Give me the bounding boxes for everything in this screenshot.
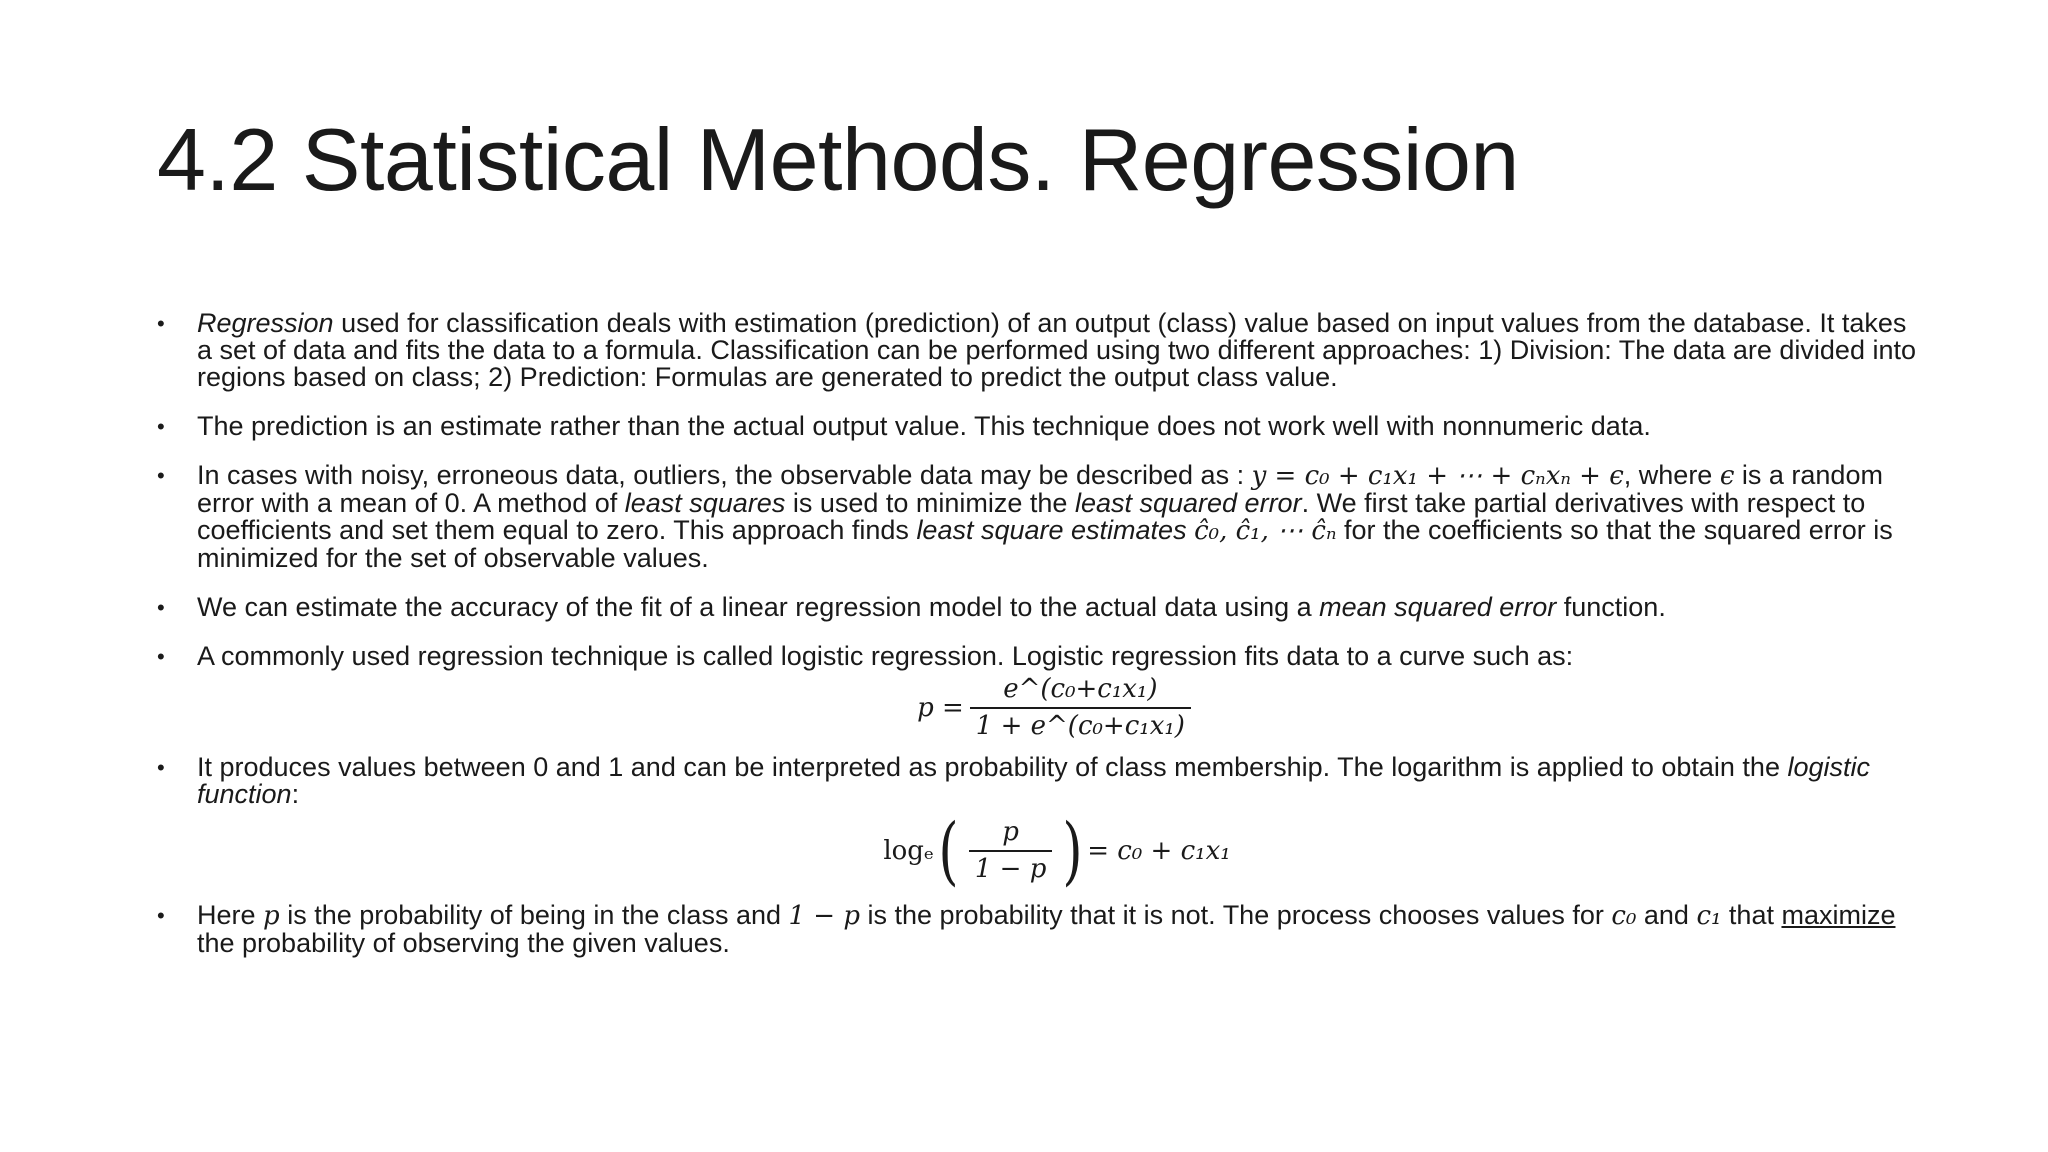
bullet-mse (157, 594, 1917, 621)
bullet-text: is used to minimize the (785, 488, 1075, 518)
fraction-denominator: 1 + e^(c₀+c₁x₁) (970, 707, 1191, 740)
bullet-marker: • (157, 414, 165, 439)
term-maximize: maximize (1781, 900, 1896, 930)
bullet-text: the probability of observing the given values. (197, 928, 730, 958)
left-paren: ( (938, 808, 959, 894)
bullet-text: is the probability of being in the class and (279, 900, 789, 930)
bullet-logistic-function (157, 752, 1917, 894)
bullet-text: function. (1556, 592, 1666, 622)
bullet-text: for the coefficients so that the squared error is minimized for the set of observable values. (197, 515, 1893, 573)
log-equation (197, 808, 1917, 894)
logistic-equation (197, 676, 1917, 740)
bullet-text: and (1636, 900, 1697, 930)
term-least-squares: least squares (624, 488, 786, 518)
bullet-text: We can estimate the accuracy of the fit of a linear regression model to the actual data using a (197, 592, 1320, 622)
bullet-text: In cases with noisy, erroneous data, outliers, the observable data may be described as : (197, 460, 1252, 490)
bullet-text: is a random error with a mean of 0. A method of (197, 460, 1883, 518)
equation-lhs: p = (917, 692, 964, 723)
term-logistic-function: logistic function (197, 752, 1870, 809)
symbol-c0: c₀ (1611, 901, 1637, 931)
bullet-text: . We first take partial derivatives with respect to coefficients and set them equal to zero. This approach finds (197, 488, 1866, 545)
bullet-marker: • (157, 311, 165, 336)
fraction-numerator: p (1002, 817, 1019, 847)
log-fraction (969, 819, 1053, 883)
bullet-marker: • (157, 644, 165, 669)
symbol-one-minus-p: 1 − p (788, 901, 860, 931)
fraction-numerator: e^(c₀+c₁x₁) (1003, 674, 1158, 704)
bullet-text: The prediction is an estimate rather than the actual output value. This technique does not work well with nonnumeric data. (197, 411, 1651, 441)
slide-title: 4.2 Statistical Methods. Regression (157, 110, 1519, 209)
bullet-regression (157, 310, 1917, 391)
term-regression: Regression (197, 308, 334, 338)
estimates-formula: ĉ₀, ĉ₁, ⋯ ĉₙ (1194, 516, 1337, 546)
bullet-text: used for classification deals with estimation (prediction) of an output (class) value based on input values from the database. It takes a set of data and fits the data to a formula. Classification can be performed using two different approaches: 1) Division: The data are divided into regions based on class; 2) Prediction: Formulas are generated to predict the output class value. (197, 308, 1916, 392)
bullet-marker: • (157, 463, 165, 488)
log-operator: logₑ (883, 835, 934, 866)
bullet-probability (157, 902, 1917, 957)
symbol-c1: c₁ (1696, 901, 1722, 931)
term-least-squared-error: least squared error (1074, 488, 1302, 518)
equation-rhs: = c₀ + c₁x₁ (1087, 835, 1231, 866)
bullet-marker: • (157, 755, 165, 780)
linear-formula: y = c₀ + c₁x₁ + ⋯ + cₙxₙ + ϵ (1251, 461, 1624, 491)
bullet-text: is the probability that it is not. The process chooses values for (860, 900, 1612, 930)
epsilon-symbol: ϵ (1719, 461, 1735, 491)
bullet-text: that (1721, 900, 1782, 930)
term-least-square-estimates: least square estimates (916, 515, 1187, 545)
bullet-logistic (157, 643, 1917, 740)
bullet-text: : (291, 779, 300, 809)
bullet-list (157, 310, 1917, 979)
bullet-text: , where (1623, 460, 1720, 490)
bullet-text: A commonly used regression technique is called logistic regression. Logistic regression fits data to a curve such as: (197, 641, 1574, 671)
bullet-prediction (157, 413, 1917, 440)
logistic-fraction (970, 676, 1191, 740)
term-mean-squared-error: mean squared error (1319, 592, 1557, 622)
symbol-p: p (263, 901, 280, 931)
bullet-least-squares (157, 462, 1917, 572)
right-paren: ) (1062, 808, 1083, 894)
bullet-text: Here (197, 900, 264, 930)
bullet-text: It produces values between 0 and 1 and can be interpreted as probability of class membership. The logarithm is applied to obtain the (197, 752, 1788, 782)
bullet-marker: • (157, 595, 165, 620)
fraction-denominator: 1 − p (969, 850, 1053, 883)
bullet-marker: • (157, 903, 165, 928)
